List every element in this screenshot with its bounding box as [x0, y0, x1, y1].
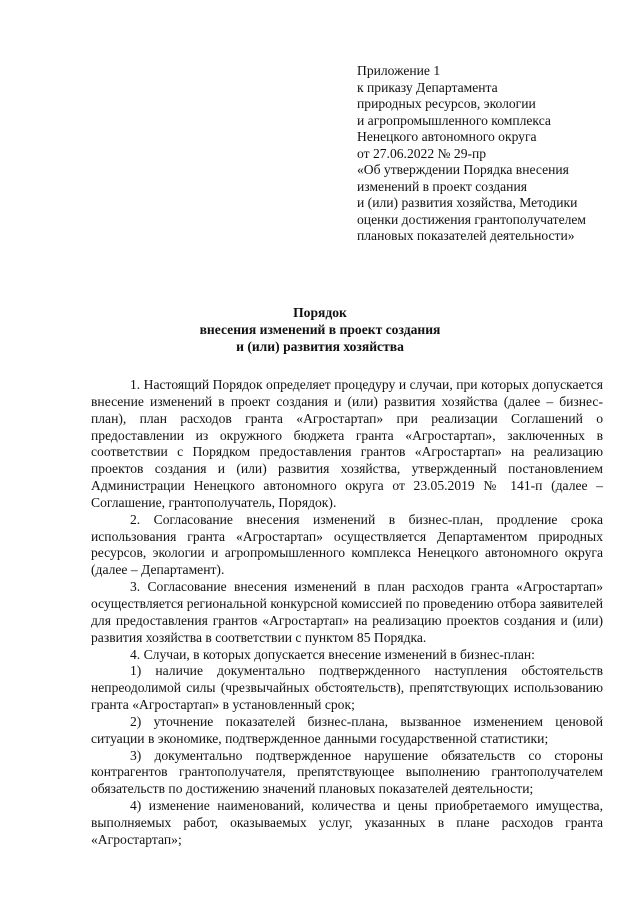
paragraph-3: 3. Согласование внесения изменений в план расходов гранта «Агростартап» осуществляется региональной конкурсной комиссией по проведению отбора заявителей для предоставления грантов «Агростартап» на реализацию проектов создания и (или) развития хозяйства в соответствии с пунктом 85 Порядка. — [91, 579, 603, 645]
document-body — [91, 377, 603, 849]
list-item-3: 3) документально подтвержденное нарушение обязательств со стороны контрагентов грантополучателя, препятствующее выполнению грантополучателем обязательств по достижению значений плановых показателей деятельности; — [91, 747, 603, 797]
title-line: Порядок — [293, 305, 347, 320]
paragraph-1: 1. Настоящий Порядок определяет процедуру и случаи, при которых допускается внесение изменений в проект создания и (или) развития хозяйства (далее – бизнес-план), план расходов гранта «Агростартап» при реализации Соглашений о предоставлении из окружного бюджета гранта «Агростартап», заключенных в соответствии с Порядком предоставления грантов «Агростартап» на реализацию проектов создания и (или) развития хозяйства, утвержденный постановлением Администрации Ненецкого автономного округа от 23.05.2019 № 141-п (далее – Соглашение, грантополучатель, Порядок). — [91, 377, 603, 510]
list-item-4: 4) изменение наименований, количества и цены приобретаемого имущества, выполняемых работ, оказываемых услуг, указанных в плане расходов гранта «Агростартап»; — [91, 798, 603, 847]
appendix-header — [357, 63, 617, 245]
list-item-2: 2) уточнение показателей бизнес-плана, вызванное изменением ценовой ситуации в экономике, подтвержденное данными государственной статистики; — [91, 713, 603, 746]
document-title — [0, 304, 640, 355]
appendix-line: природных ресурсов, экологии — [357, 96, 536, 112]
appendix-line: Ненецкого автономного округа — [357, 129, 537, 145]
title-line: внесения изменений в проект создания — [199, 322, 441, 337]
appendix-line: и агропромышленного комплекса — [357, 112, 551, 128]
appendix-line: к приказу Департамента — [357, 79, 498, 95]
appendix-line: оценки достижения грантополучателем — [357, 211, 587, 227]
paragraph-2: 2. Согласование внесения изменений в бизнес-план, продление срока использования гранта «Агростартап» осуществляется Департаментом природных ресурсов, экологии и агропромышленного комплекса Ненецкого автономного округа (далее – Департамент). — [91, 511, 603, 578]
title-line: и (или) развития хозяйства — [236, 339, 404, 354]
appendix-line: плановых показателей деятельности» — [357, 228, 575, 244]
appendix-line: «Об утверждении Порядка внесения — [357, 162, 569, 178]
list-item-1: 1) наличие документально подтвержденного наступления обстоятельств непреодолимой силы (чрезвычайных обстоятельств), препятствующих использованию гранта «Агростартап» в установленный срок; — [91, 663, 603, 713]
paragraph-4: 4. Случаи, в которых допускается внесение изменений в бизнес-план: — [130, 646, 535, 662]
appendix-line: изменений в проект создания — [357, 178, 527, 194]
appendix-line: Приложение 1 — [357, 63, 441, 78]
appendix-line: от 27.06.2022 № 29-пр — [357, 145, 487, 161]
appendix-line: и (или) развития хозяйства, Методики — [357, 195, 578, 211]
